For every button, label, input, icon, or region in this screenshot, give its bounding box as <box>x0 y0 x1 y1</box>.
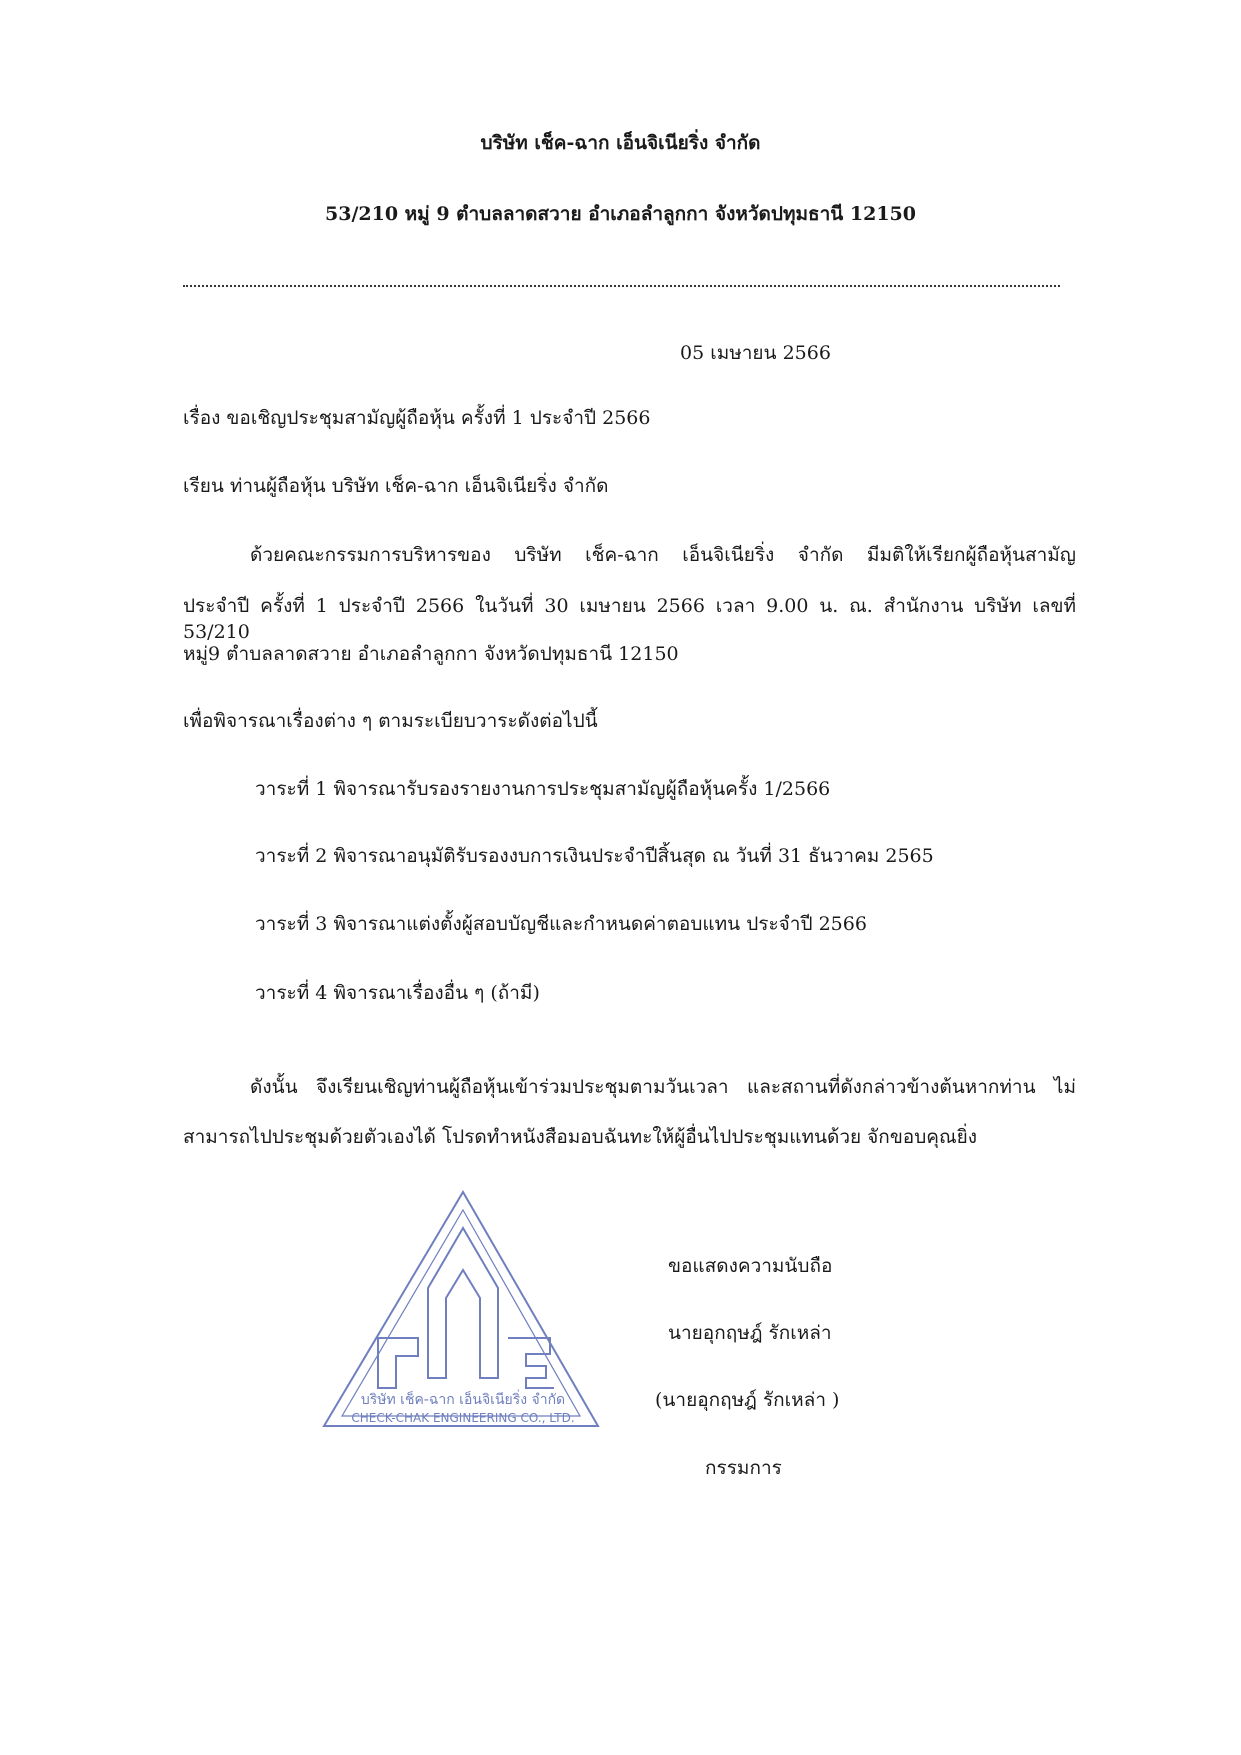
company-stamp <box>318 1188 606 1436</box>
company-address: 53/210 หมู่ 9 ตำบลลาดสวาย อำเภอลำลูกกา จังหวัดปทุมธานี 12150 <box>325 203 916 225</box>
letter-recipient: เรียน ท่านผู้ถือหุ้น บริษัท เช็ค-ฉาก เอ็นจิเนียริ่ง จำกัด <box>183 475 609 497</box>
body-paragraph-line-1: ด้วยคณะกรรมการบริหารของ บริษัท เช็ค-ฉาก เอ็นจิเนียริ่ง จำกัด มีมติให้เรียกผู้ถือหุ้นสามัญ <box>250 544 1076 566</box>
closing-line-2: สามารถไปประชุมด้วยตัวเองได้ โปรดทำหนังสือมอบฉันทะให้ผู้อื่นไปประชุมแทนด้วย จักขอบคุณยิ่ง <box>183 1126 978 1148</box>
body-paragraph-line-3: หมู่9 ตำบลลาดสวาย อำเภอลำลูกกา จังหวัดปทุมธานี 12150 <box>183 643 679 665</box>
stamp-english-text: CHECK-CHAK ENGINEERING CO., LTD. <box>351 1411 575 1425</box>
body-paragraph-line-2: ประจำปี ครั้งที่ 1 ประจำปี 2566 ในวันที่ 30 เมษายน 2566 เวลา 9.00 น. ณ. สำนักงาน บริษัท เลขที่ 53/210 <box>183 595 1076 643</box>
signature-regards: ขอแสดงความนับถือ <box>668 1255 833 1277</box>
agenda-item-1: วาระที่ 1 พิจารณารับรองรายงานการประชุมสามัญผู้ถือหุ้นครั้ง 1/2566 <box>255 778 831 800</box>
letter-subject: เรื่อง ขอเชิญประชุมสามัญผู้ถือหุ้น ครั้งที่ 1 ประจำปี 2566 <box>183 407 651 429</box>
signature-printed-name: (นายอุกฤษฎ์ รักเหล่า ) <box>655 1389 840 1411</box>
signature-signed-name: นายอุกฤษฎ์ รักเหล่า <box>668 1322 832 1344</box>
agenda-item-4: วาระที่ 4 พิจารณาเรื่องอื่น ๆ (ถ้ามี) <box>255 982 540 1004</box>
stamp-letter-right <box>508 1338 554 1388</box>
stamp-triangle-outer <box>324 1192 598 1426</box>
closing-line-1: ดังนั้น จึงเรียนเชิญท่านผู้ถือหุ้นเข้าร่วมประชุมตามวันเวลา และสถานที่ดังกล่าวข้างต้นหากท่าน ไม่ <box>250 1076 1076 1098</box>
agenda-intro: เพื่อพิจารณาเรื่องต่าง ๆ ตามระเบียบวาระดังต่อไปนี้ <box>183 710 598 732</box>
agenda-item-2: วาระที่ 2 พิจารณาอนุมัติรับรองงบการเงินประจำปีสิ้นสุด ณ วันที่ 31 ธันวาคม 2565 <box>255 845 934 867</box>
stamp-thai-text: บริษัท เช็ค-ฉาก เอ็นจิเนียริ่ง จำกัด <box>360 1392 566 1408</box>
stamp-arrow-shape <box>428 1228 498 1378</box>
agenda-item-3: วาระที่ 3 พิจารณาแต่งตั้งผู้สอบบัญชีและกำหนดค่าตอบแทน ประจำปี 2566 <box>255 913 867 935</box>
letter-date: 05 เมษายน 2566 <box>680 342 831 364</box>
company-name: บริษัท เช็ค-ฉาก เอ็นจิเนียริ่ง จำกัด <box>480 132 761 154</box>
header-divider <box>183 285 1060 287</box>
signature-position: กรรมการ <box>705 1457 782 1479</box>
